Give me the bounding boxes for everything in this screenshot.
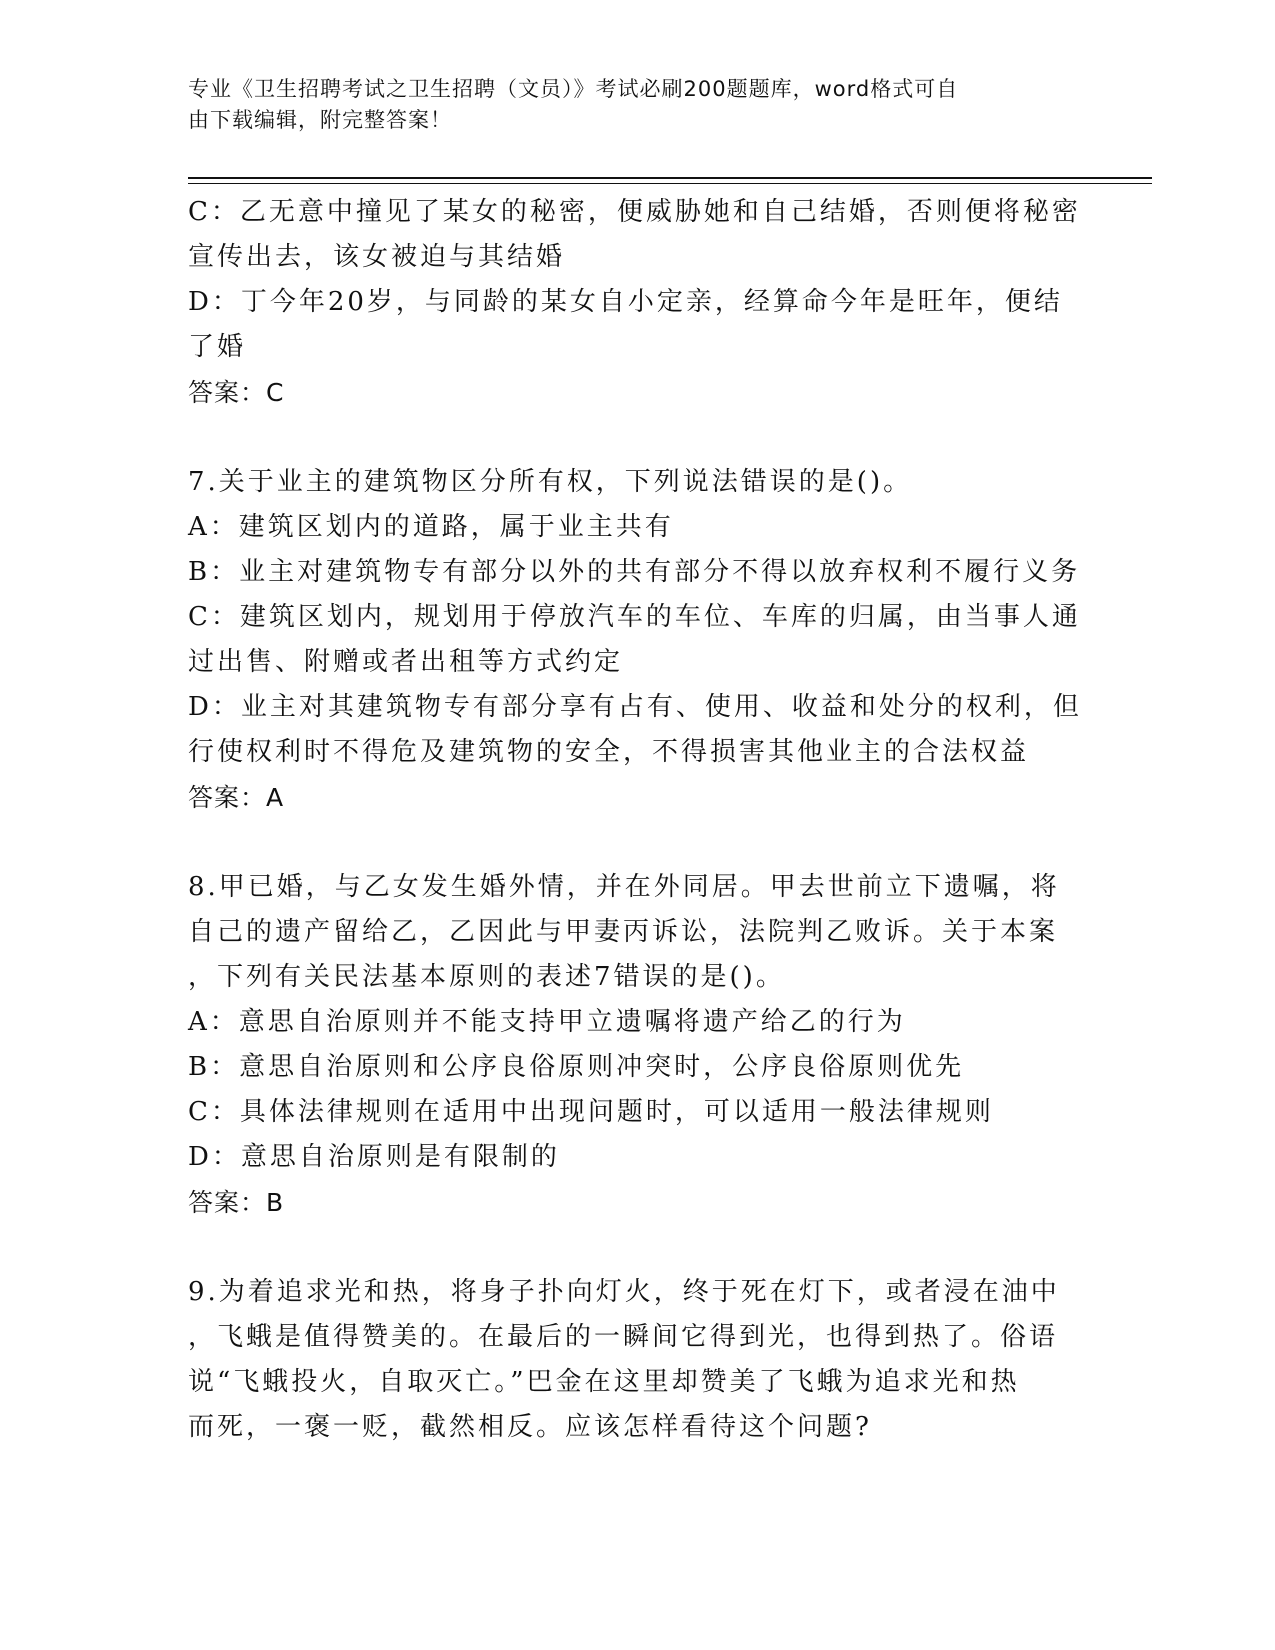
option-b: B：意思自治原则和公序良俗原则冲突时，公序良俗原则优先 (188, 1052, 965, 1082)
question-8-stem-line-2: 自己的遗产留给乙，乙因此与甲妻丙诉讼，法院判乙败诉。关于本案 (188, 917, 1059, 947)
question-body (188, 190, 1082, 1450)
header-divider-thick (188, 177, 1152, 179)
question-6-tail (188, 190, 1081, 415)
spacer (188, 415, 1078, 460)
document-header (188, 74, 1068, 136)
answer-6: 答案：C (188, 378, 285, 407)
header-line-1: 专业《卫生招聘考试之卫生招聘（文员）》考试必刷200题题库，word格式可自 (188, 77, 959, 101)
option-d-line-2: 行使权利时不得危及建筑物的安全，不得损害其他业主的合法权益 (188, 737, 1030, 767)
question-9 (188, 1270, 1078, 1450)
option-b: B：业主对建筑物专有部分以外的共有部分不得以放弃权利不履行义务 (188, 557, 1081, 587)
question-8 (188, 865, 1078, 1225)
spacer (188, 1225, 1078, 1270)
answer-8: 答案：B (188, 1188, 285, 1217)
question-9-stem-line-4: 而死，一褒一贬，截然相反。应该怎样看待这个问题? (188, 1412, 872, 1442)
option-d-line-1: D：丁今年20岁，与同龄的某女自小定亲，经算命今年是旺年，便结 (188, 287, 1063, 317)
option-a: A：建筑区划内的道路，属于业主共有 (188, 512, 674, 542)
spacer (188, 820, 1078, 865)
option-d-line-2: 了婚 (188, 332, 247, 362)
question-7 (188, 460, 1082, 820)
option-d-line-1: D：业主对其建筑物专有部分享有占有、使用、收益和处分的权利，但 (188, 692, 1082, 722)
header-divider-thin (188, 183, 1152, 184)
option-c-line-2: 过出售、附赠或者出租等方式约定 (188, 647, 624, 677)
option-c: C：具体法律规则在适用中出现问题时，可以适用一般法律规则 (188, 1097, 994, 1127)
option-c-line-1: C：建筑区划内，规划用于停放汽车的车位、车库的归属，由当事人通 (188, 602, 1081, 632)
answer-7: 答案：A (188, 783, 285, 812)
option-a: A：意思自治原则并不能支持甲立遗嘱将遗产给乙的行为 (188, 1007, 906, 1037)
question-8-stem-line-1: 8.甲已婚，与乙女发生婚外情，并在外同居。甲去世前立下遗嘱，将 (188, 872, 1060, 902)
question-9-stem-line-2: ，飞蛾是值得赞美的。在最后的一瞬间它得到光，也得到热了。俗语 (188, 1322, 1059, 1352)
option-d: D：意思自治原则是有限制的 (188, 1142, 560, 1172)
question-9-stem-line-3: 说“飞蛾投火，自取灭亡。”巴金在这里却赞美了飞蛾为追求光和热 (188, 1367, 1020, 1397)
option-c-line-1: C：乙无意中撞见了某女的秘密，便威胁她和自己结婚，否则便将秘密 (188, 197, 1081, 227)
question-7-stem: 7.关于业主的建筑物区分所有权，下列说法错误的是()。 (188, 467, 913, 497)
question-9-stem-line-1: 9.为着追求光和热，将身子扑向灯火，终于死在灯下，或者浸在油中 (188, 1277, 1060, 1307)
header-line-2: 由下载编辑，附完整答案！ (188, 108, 452, 132)
question-8-stem-line-3: ，下列有关民法基本原则的表述7错误的是()。 (188, 962, 785, 992)
option-c-line-2: 宣传出去，该女被迫与其结婚 (188, 242, 566, 272)
